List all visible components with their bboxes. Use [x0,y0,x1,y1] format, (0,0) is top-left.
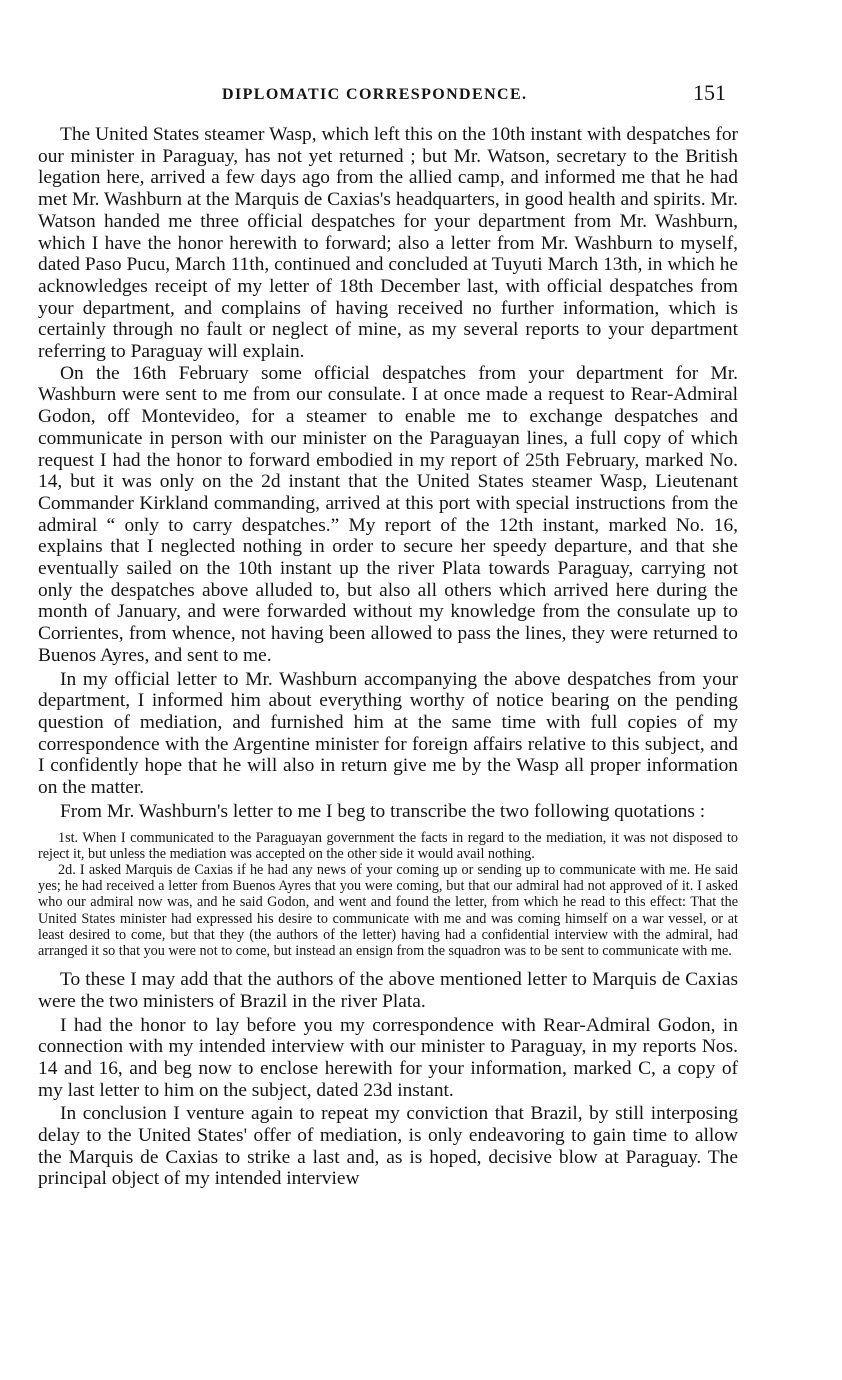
paragraph-despatches-february: On the 16th February some official despatches from your department for Mr. Washburn were sent to me from our consulate. I at once made a request to Rear-Admiral Godon, off Montevideo, for a steamer to enable me to exchange despatches and communicate in person with our minister on the Paraguayan lines, a full copy of which request I had the honor to forward embodied in my report of 25th February, marked No. 14, but it was only on the 2d instant that the United States steamer Wasp, Lieutenant Commander Kirkland commanding, arrived at this port with special instructions from the admiral “ only to carry despatches.” My report of the 12th instant, marked No. 16, explains that I neglected nothing in order to secure her speedy departure, and that she eventually sailed on the 10th instant up the river Plata towards Paraguay, carrying not only the despatches above alluded to, but also all others which arrived here during the month of January, and were forwarded without my knowledge from the consulate up to Corrientes, from whence, not having been allowed to pass the lines, they were returned to Buenos Ayres, and sent to me. [38,362,738,666]
block-quotation [38,830,738,960]
quotation-second: 2d. I asked Marquis de Caxias if he had any news of your coming up or sending up to communicate with me. He said yes; he had received a letter from Buenos Ayres that you were coming, but that our admiral had not approved of it. I asked who our admiral now was, and he said Godon, and went and found the letter, from which he read to this effect: That the United States minister had expressed his desire to communicate with me and was coming himself on a war vessel, or at least desired to come, but that they (the authors of the letter) having had a confidential interview with the admiral, had arranged it so that you were not to come, but instead an ensign from the squadron was to be sent to communicate with me. [38,861,738,959]
paragraph-wasp-steamer: The United States steamer Wasp, which left this on the 10th instant with despatches for our minister in Paraguay, has not yet returned ; but Mr. Watson, secretary to the British legation here, arrived a few days ago from the allied camp, and informed me that he had met Mr. Washburn at the Marquis de Caxias's headquarters, in good health and spirits. Mr. Watson handed me three official despatches for your department from Mr. Washburn, which I have the honor herewith to forward; also a letter from Mr. Washburn to myself, dated Paso Pucu, March 11th, continued and concluded at Tuyuti March 13th, in which he acknowledges receipt of my letter of 18th December last, with official despatches from your department, and complains of having received no further information, which is certainly through no fault or neglect of mine, as my several reports to your department referring to Paraguay will explain. [38,124,738,363]
quotation-first: 1st. When I communicated to the Paraguayan government the facts in regard to the mediation, it was not disposed to reject it, but unless the mediation was accepted on the other side it would avail nothing. [38,829,738,862]
paragraph-quotations-intro: From Mr. Washburn's letter to me I beg to transcribe the two following quotations : [60,800,706,822]
paragraph-conclusion: In conclusion I venture again to repeat my conviction that Brazil, by still interposing delay to the United States' offer of mediation, is only endeavoring to gain time to allow the Marquis de Caxias to strike a last and, as is hoped, decisive blow at Paraguay. The principal object of my intended interview [38,1103,738,1190]
paragraph-authors-of-letter: To these I may add that the authors of the above mentioned letter to Marquis de Caxias were the two ministers of Brazil in the river Plata. [38,969,738,1012]
running-head [38,80,738,110]
running-title: DIPLOMATIC CORRESPONDENCE. [222,86,528,103]
body-text [38,124,738,1190]
paragraph-official-letter: In my official letter to Mr. Washburn accompanying the above despatches from your department, I informed him about everything worthy of notice bearing on the pending question of mediation, and furnished him at the same time with full copies of my correspondence with the Argentine minister for foreign affairs relative to this subject, and I confidently hope that he will also in return give me by the Wasp all proper information on the matter. [38,668,738,799]
paragraph-correspondence-godon: I had the honor to lay before you my correspondence with Rear-Admiral Godon, in connection with my intended interview with our minister to Paraguay, in my reports Nos. 14 and 16, and beg now to enclose herewith for your information, marked C, a copy of my last letter to him on the subject, dated 23d instant. [38,1014,738,1101]
page-number: 151 [693,80,726,105]
